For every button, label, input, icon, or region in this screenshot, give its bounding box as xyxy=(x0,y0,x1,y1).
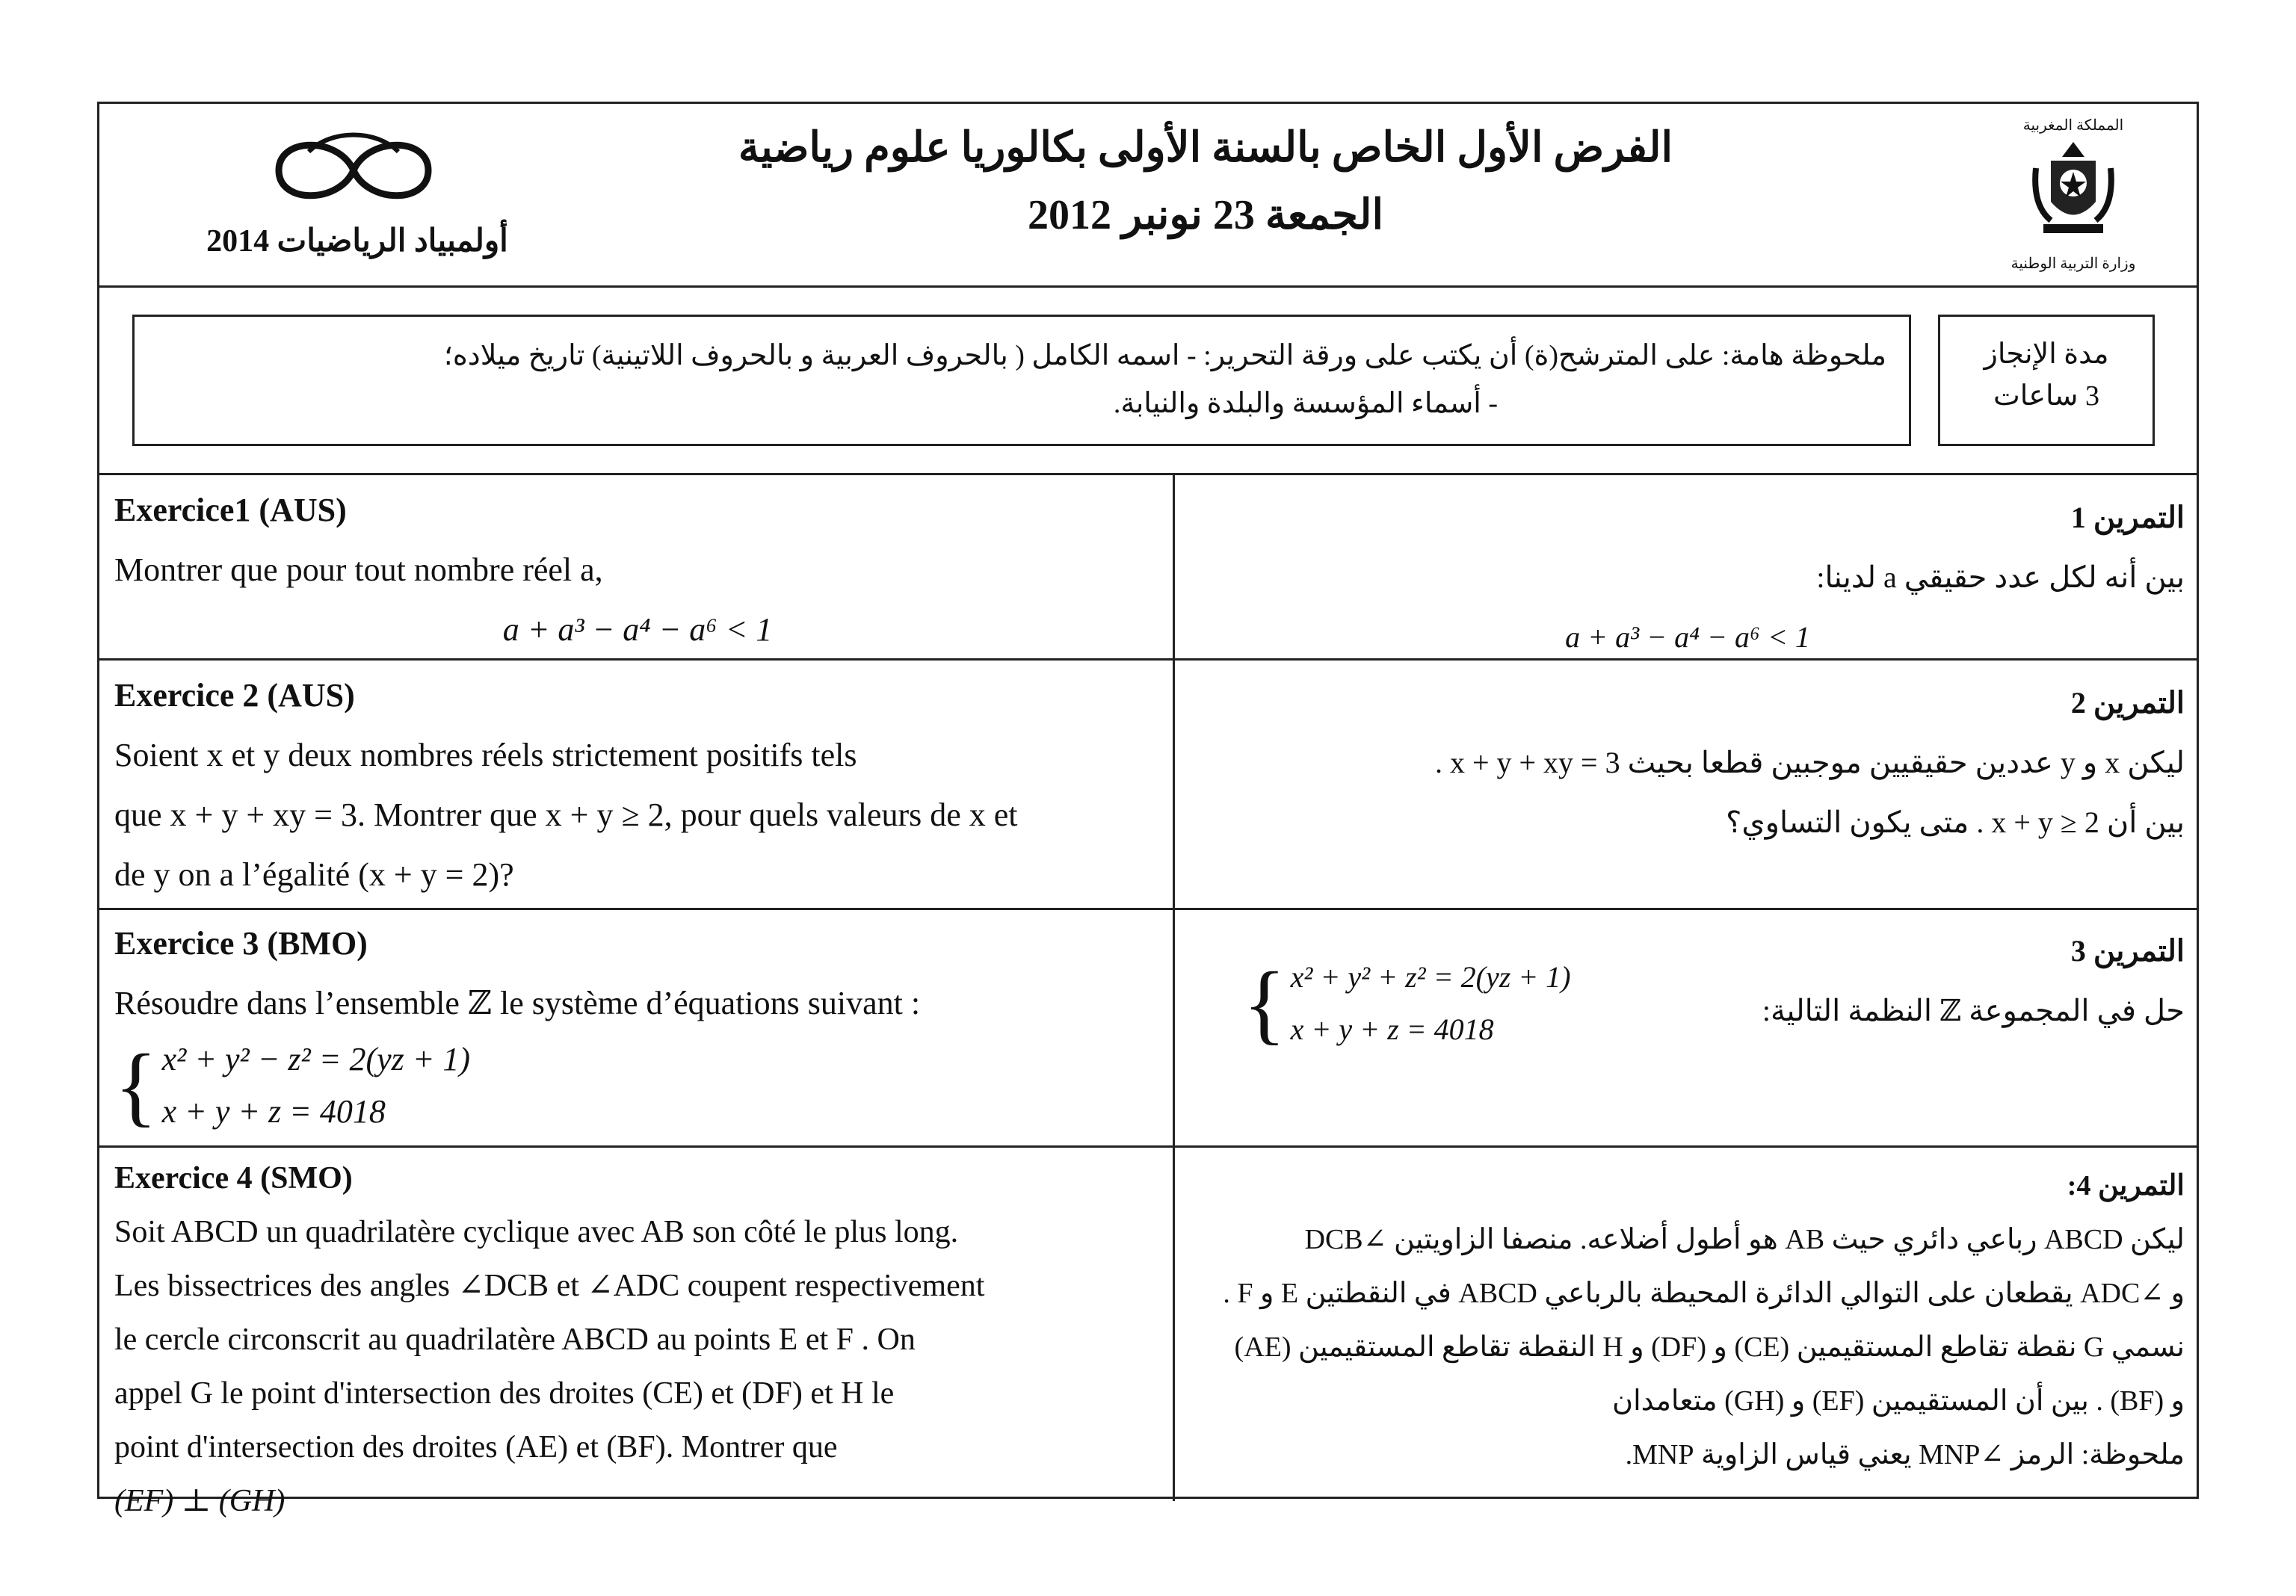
exercise-2-ar-line-1: ليكن x و y عددين حقيقيين موجبين قطعا بحيث x + y + xy = 3 . xyxy=(1434,746,2185,779)
exercise-4-line-6: (EF) ⊥ (GH) xyxy=(114,1484,286,1518)
exercise-1-ar-formula: a + a³ − a⁴ − a⁶ < 1 xyxy=(1565,620,1810,654)
olympiad-infinity-logo xyxy=(264,122,443,219)
exercise-1-fr xyxy=(114,480,1161,660)
exercise-3-ar-title: التمرين 3 xyxy=(2070,934,2185,968)
exercise-4-line-2: Les bissectrices des angles ∠DCB et ∠ADC coupent respectivement xyxy=(114,1269,985,1303)
exercise-2-fr xyxy=(114,666,1161,905)
exercise-4-ar-line-4: و (BF) . بين أن المستقيمين (EF) و (GH) متعامدان xyxy=(1612,1385,2185,1417)
exercise-4-ar-line-2: و ∠ADC يقطعان على التوالي الدائرة المحيطة بالرباعي ABCD في النقطتين E و F . xyxy=(1223,1278,2185,1309)
exercise-3-title: Exercice 3 (BMO) xyxy=(114,925,368,962)
exercise-3-eq-1: x² + y² − z² = 2(yz + 1) xyxy=(161,1041,471,1077)
exercise-2-title: Exercice 2 (AUS) xyxy=(114,677,355,714)
note-line-2: - أسماء المؤسسة والبلدة والنيابة. xyxy=(1113,388,1498,419)
exercise-3-eq-2: x + y + z = 4018 xyxy=(161,1093,386,1130)
exercise-3-fr xyxy=(114,914,1161,1138)
exercise-4-ar-line-1: ليكن ABCD رباعي دائري حيث AB هو أطول أضلاعه. منصفا الزاويتين ∠DCB xyxy=(1304,1224,2185,1255)
exercise-2-line-3: de y on a l’égalité (x + y = 2)? xyxy=(114,856,514,893)
exercise-4-fr xyxy=(114,1151,1161,1528)
exercise-1-text: Montrer que pour tout nombre réel a, xyxy=(114,551,603,588)
exercise-2-ar-title: التمرين 2 xyxy=(2070,686,2185,720)
exercise-4-line-1: Soit ABCD un quadrilatère cyclique avec AB son côté le plus long. xyxy=(114,1215,959,1249)
exercise-1-formula: a + a³ − a⁴ − a⁶ < 1 xyxy=(502,611,773,648)
exercise-2-line-2: que x + y + xy = 3. Montrer que x + y ≥ 2, pour quels valeurs de x et xyxy=(114,797,1018,833)
exercise-3-system: { x² + y² − z² = 2(yz + 1) x + y + z = 4018 xyxy=(114,1033,1161,1138)
exercise-table xyxy=(99,473,2197,1518)
olympiad-label: أولمبياد الرياضيات 2014 xyxy=(206,224,508,259)
exercise-1-ar xyxy=(1191,488,2185,667)
exercise-1-ar-title: التمرين 1 xyxy=(2070,501,2185,534)
important-note xyxy=(132,315,1911,446)
exercise-4-line-3: le cercle circonscrit au quadrilatère ABCD au points E et F . On xyxy=(114,1323,916,1357)
exam-sheet xyxy=(97,102,2199,1518)
exercise-4-title: Exercice 4 (SMO) xyxy=(114,1161,353,1196)
exercise-4-line-4: appel G le point d'intersection des droites (CE) et (DF) et H le xyxy=(114,1376,895,1411)
exercise-4-ar xyxy=(1191,1159,2185,1482)
emblem-bottom-text: وزارة التربية الوطنية xyxy=(2010,256,2136,272)
emblem-top-text: المملكة المغربية xyxy=(2022,117,2124,134)
exercise-2-ar xyxy=(1191,673,2185,853)
coat-of-arms-icon xyxy=(2028,138,2118,243)
exercise-3-ar-system: { x² + y² + z² = 2(yz + 1) x + y + z = 4018 xyxy=(1243,951,1571,1056)
exercise-3-ar-text: حل في المجموعة ℤ النظمة التالية: xyxy=(1762,994,2185,1027)
exercise-4-ar-line-3: نسمي G نقطة تقاطع المستقيمين (CE) و (DF) و H النقطة تقاطع المستقيمين (AE) xyxy=(1234,1331,2185,1363)
exercise-1-title: Exercice1 (AUS) xyxy=(114,492,347,528)
duration-box xyxy=(1938,315,2155,446)
exercise-4-ar-title: التمرين 4: xyxy=(2067,1170,2185,1201)
note-line-1: ملحوظة هامة: على المترشح(ة) أن يكتب على ورقة التحرير: - اسمه الكامل ( بالحروف العربية و بالحروف اللاتينية) تاريخ ميلاده؛ xyxy=(443,340,1886,371)
exercise-4-line-5: point d'intersection des droites (AE) et (BF). Montrer que xyxy=(114,1430,838,1464)
header xyxy=(99,104,2197,288)
exercise-2-line-1: Soient x et y deux nombres réels strictement positifs tels xyxy=(114,737,857,773)
exercise-4-ar-line-5: ملحوظة: الرمز ∠MNP يعني قياس الزاوية MNP. xyxy=(1625,1439,2185,1470)
exercise-3-ar-eq-1: x² + y² + z² = 2(yz + 1) xyxy=(1290,960,1571,994)
exercise-1-ar-text: بين أنه لكل عدد حقيقي a لدينا: xyxy=(1816,560,2185,594)
exercise-2-ar-line-2: بين أن x + y ≥ 2 . متى يكون التساوي؟ xyxy=(1726,805,2185,839)
exercise-3-ar xyxy=(1191,921,2185,1053)
duration-label: مدة الإنجاز xyxy=(1984,338,2109,370)
exercise-3-text: Résoudre dans l’ensemble ℤ le système d’équations suivant : xyxy=(114,985,921,1021)
exercise-3-ar-eq-2: x + y + z = 4018 xyxy=(1290,1012,1494,1046)
exam-title: الفرض الأول الخاص بالسنة الأولى بكالوريا علوم رياضية xyxy=(738,125,1673,171)
ministry-emblem xyxy=(1995,116,2152,273)
duration-value: 3 ساعات xyxy=(1993,380,2099,412)
exam-date: الجمعة 23 نونبر 2012 xyxy=(1027,192,1384,238)
